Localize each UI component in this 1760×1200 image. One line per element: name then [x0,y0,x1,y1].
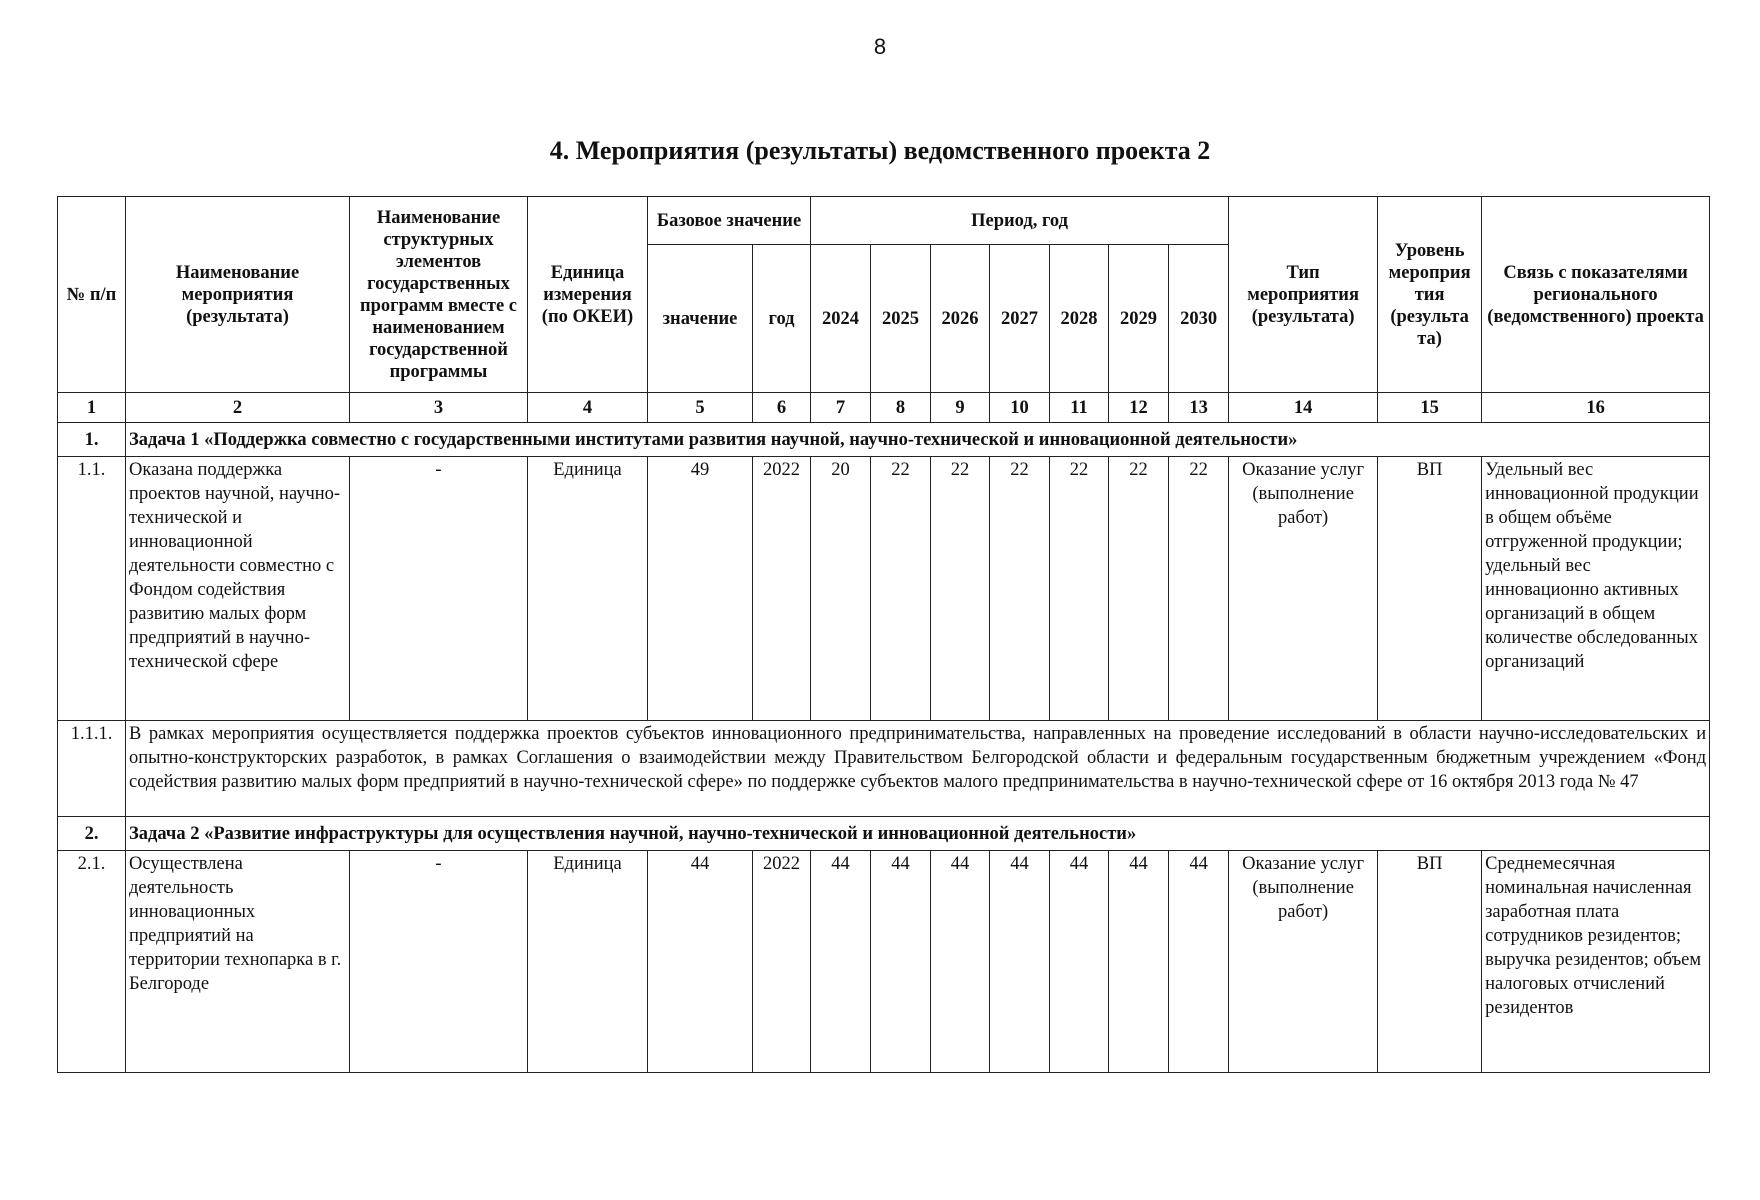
column-number: 9 [931,393,990,423]
activity-level: ВП [1378,851,1482,1073]
header-period-group: Период, год [811,197,1229,245]
header-unit: Единица измерения (по ОКЕИ) [528,197,648,393]
base-year: 2022 [753,851,811,1073]
activity-type: Оказание услуг (выполнение работ) [1229,851,1378,1073]
year-value: 22 [1109,457,1169,721]
column-number-row [58,393,1710,423]
year-value: 44 [811,851,871,1073]
structural-element: - [350,457,528,721]
activities-table [57,196,1710,1073]
header-year: 2028 [1050,245,1109,393]
header-year: 2025 [871,245,931,393]
column-number: 11 [1050,393,1109,423]
structural-element: - [350,851,528,1073]
header-year: 2024 [811,245,871,393]
year-value: 44 [1169,851,1229,1073]
header-year: 2030 [1169,245,1229,393]
column-number: 16 [1482,393,1710,423]
header-indicator-link: Связь с показателями регионального (ведомственного) проекта [1482,197,1710,393]
year-value: 44 [871,851,931,1073]
column-number: 15 [1378,393,1482,423]
year-value: 22 [1050,457,1109,721]
header-base-value-group: Базовое значение [648,197,811,245]
activity-name: Оказана поддержка проектов научной, научно-технической и инновационной деятельности совместно с Фондом содействия развитию малых форм предприятий в научно-технической сфере [126,457,350,721]
column-number: 13 [1169,393,1229,423]
indicator-link: Среднемесячная номинальная начисленная заработная плата сотрудников резидентов; выручка резидентов; объем налоговых отчислений резидентов [1482,851,1710,1073]
year-value: 22 [1169,457,1229,721]
row-number: 1.1.1. [58,721,126,817]
year-value: 44 [1050,851,1109,1073]
column-number: 1 [58,393,126,423]
table-row [58,851,1710,1073]
column-number: 14 [1229,393,1378,423]
header-structural-elements: Наименование структурных элементов государственных программ вместе с наименованием государственной программы [350,197,528,393]
header-year: 2029 [1109,245,1169,393]
year-value: 44 [931,851,990,1073]
year-value: 22 [871,457,931,721]
task-row-1 [58,423,1710,457]
header-year: 2026 [931,245,990,393]
description-row [58,721,1710,817]
year-value: 44 [990,851,1050,1073]
column-number: 2 [126,393,350,423]
header-base-year: год [753,245,811,393]
base-value: 44 [648,851,753,1073]
page-number: 8 [873,34,887,59]
base-year: 2022 [753,457,811,721]
document-title: 4. Мероприятия (результаты) ведомственного проекта 2 [549,136,1211,165]
header-number: № п/п [58,197,126,393]
header-activity-level: Уровень мероприя тия (результа та) [1378,197,1482,393]
year-value: 22 [931,457,990,721]
column-number: 7 [811,393,871,423]
header-row-top [58,197,1710,245]
task-number: 2. [58,817,126,851]
row-number: 2.1. [58,851,126,1073]
year-value: 20 [811,457,871,721]
indicator-link: Удельный вес инновационной продукции в общем объёме отгруженной продукции; удельный вес инновационно активных организаций в общем количестве обследованных организаций [1482,457,1710,721]
unit-of-measure: Единица [528,457,648,721]
column-number: 10 [990,393,1050,423]
task-number: 1. [58,423,126,457]
header-base-value: значение [648,245,753,393]
task-title: Задача 2 «Развитие инфраструктуры для осуществления научной, научно-технической и инновационной деятельности» [126,817,1710,851]
header-activity-type: Тип мероприятия (результата) [1229,197,1378,393]
header-activity-name: Наименование мероприятия (результата) [126,197,350,393]
task-title: Задача 1 «Поддержка совместно с государственными институтами развития научной, научно-технической и инновационной деятельности» [126,423,1710,457]
column-number: 6 [753,393,811,423]
year-value: 22 [990,457,1050,721]
column-number: 5 [648,393,753,423]
activity-name: Осуществлена деятельность инновационных предприятий на территории технопарка в г. Белгороде [126,851,350,1073]
activity-description: В рамках мероприятия осуществляется поддержка проектов субъектов инновационного предпринимательства, направленных на проведение исследований в области научно-исследовательских и опытно-конструкторских разработок, в рамках Соглашения о взаимодействии между Правительством Белгородской области и федеральным государственным бюджетным учреждением «Фонд содействия развитию малых форм предприятий в научно-технической сфере» по поддержке субъектов малого предпринимательства в научно-технической сфере от 16 октября 2013 года № 47 [126,721,1710,817]
base-value: 49 [648,457,753,721]
column-number: 12 [1109,393,1169,423]
column-number: 4 [528,393,648,423]
header-year: 2027 [990,245,1050,393]
activity-type: Оказание услуг (выполнение работ) [1229,457,1378,721]
year-value: 44 [1109,851,1169,1073]
unit-of-measure: Единица [528,851,648,1073]
column-number: 8 [871,393,931,423]
row-number: 1.1. [58,457,126,721]
column-number: 3 [350,393,528,423]
activity-level: ВП [1378,457,1482,721]
task-row-2 [58,817,1710,851]
table-row [58,457,1710,721]
